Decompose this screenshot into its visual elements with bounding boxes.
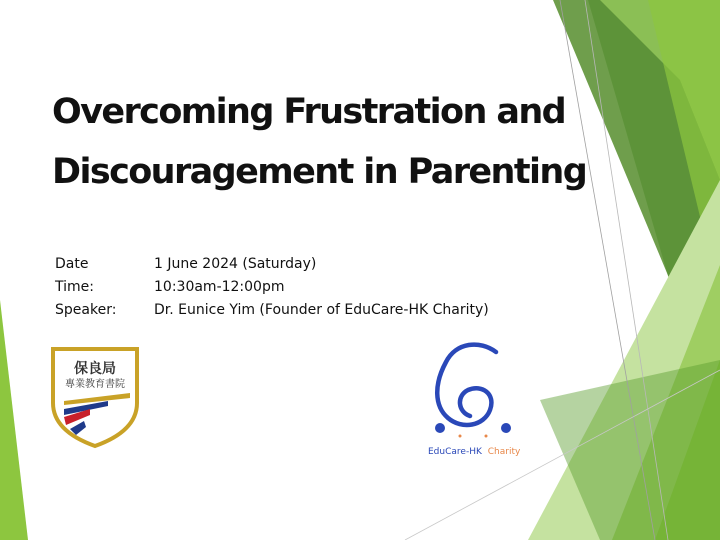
time-label: Time:	[55, 279, 94, 295]
educare-name	[428, 447, 521, 457]
title-line-2: Discouragement in Parenting	[52, 152, 587, 192]
left-edge-facet	[0, 300, 28, 540]
detail-row-date	[55, 253, 489, 276]
educare-dot-right	[501, 423, 511, 433]
speaker-label: Speaker:	[55, 302, 117, 318]
educare-name-part1: EduCare-HK	[428, 447, 482, 457]
educare-name-part2: Charity	[487, 447, 521, 457]
title-line-1: Overcoming Frustration and	[52, 92, 566, 132]
po-leung-kuk-logo	[48, 345, 142, 449]
badge-line-1: 保良局	[74, 361, 116, 377]
educare-dot-orange-1	[459, 435, 462, 438]
detail-row-time	[55, 276, 489, 299]
event-details	[55, 253, 489, 322]
educare-six-mark	[437, 345, 496, 425]
time-value: 10:30am-12:00pm	[154, 279, 285, 295]
badge-line-2: 專業教育書院	[65, 379, 125, 390]
educare-dot-orange-2	[485, 435, 488, 438]
speaker-value: Dr. Eunice Yim (Founder of EduCare-HK Charity)	[154, 302, 489, 318]
date-value: 1 June 2024 (Saturday)	[154, 256, 317, 272]
educare-hk-logo	[420, 336, 530, 460]
slide-title	[52, 82, 622, 202]
detail-row-speaker	[55, 299, 489, 322]
educare-dot-left	[435, 423, 445, 433]
date-label: Date	[55, 256, 89, 272]
